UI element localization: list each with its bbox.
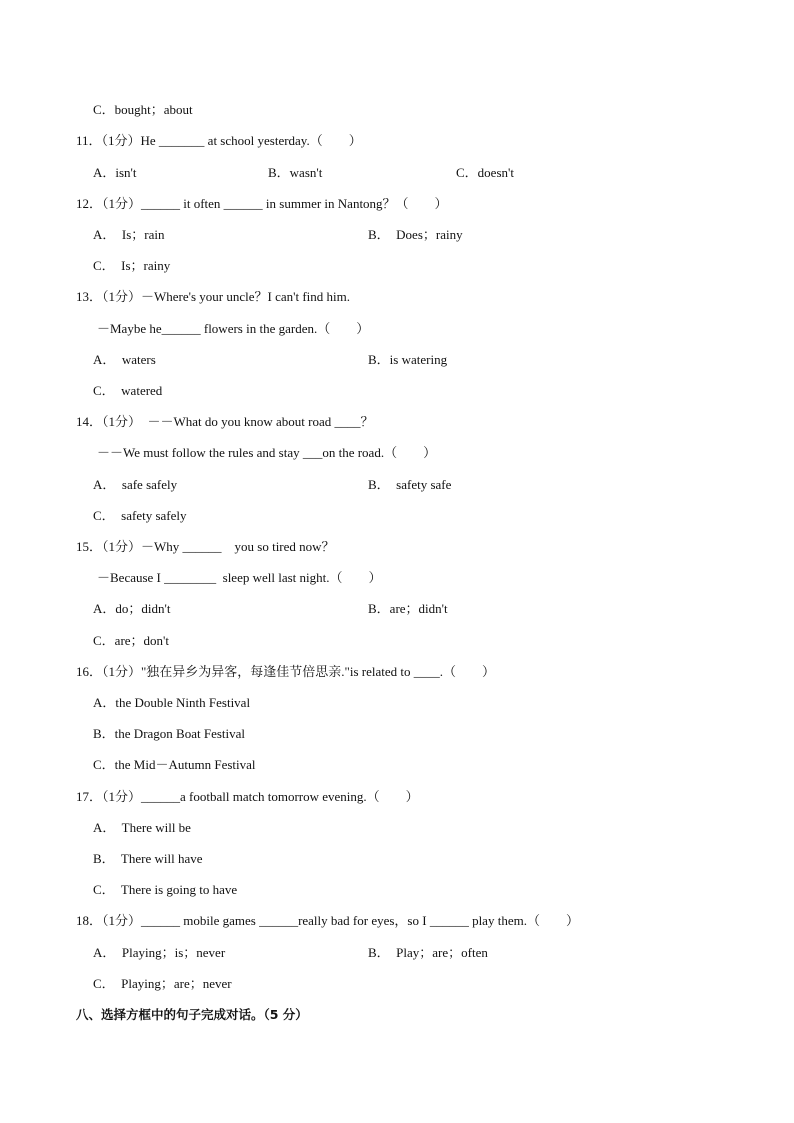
section-8-heading: 八、选择方框中的句子完成对话。（5 分） — [76, 1007, 308, 1022]
q11-option-a: A．isn't — [93, 165, 137, 180]
q11-option-b: B．wasn't — [268, 165, 323, 180]
q12-option-a: A． Is；rain — [93, 227, 165, 242]
q16-option-a: A．the Double Ninth Festival — [93, 695, 251, 710]
q17-stem: 17．（1分）______a football match tomorrow evening.（ ） — [76, 789, 419, 804]
q14-stem: 14．（1分） －－What do you know about road ____？ — [76, 414, 374, 429]
q14-option-a: A． safe safely — [93, 477, 178, 492]
q16-stem: 16．（1分）"独在异乡为异客，每逢佳节倍思亲."is related to ____.（ ） — [76, 664, 496, 679]
q17-option-a: A． There will be — [93, 820, 191, 835]
q18-option-c: C． Playing；are；never — [93, 976, 232, 991]
q15-option-c: C．are；don't — [93, 633, 169, 648]
q15-stem: 15．（1分）－Why ______ you so tired now？ — [76, 539, 335, 554]
q13-stem-reply: －Maybe he______ flowers in the garden.（ ） — [97, 321, 370, 336]
q15-option-b: B．are；didn't — [368, 601, 448, 616]
q13-option-c: C． watered — [93, 383, 163, 398]
q18-option-a: A． Playing；is；never — [93, 945, 226, 960]
q14-option-b: B． safety safe — [368, 477, 452, 492]
q10-option-c: C．bought；about — [93, 102, 193, 117]
q17-option-c: C． There is going to have — [93, 882, 238, 897]
q15-option-a: A．do；didn't — [93, 601, 171, 616]
q12-option-c: C． Is；rainy — [93, 258, 171, 273]
q17-option-b: B． There will have — [93, 851, 203, 866]
q13-option-a: A． waters — [93, 352, 156, 367]
q18-stem: 18．（1分）______ mobile games ______really bad for eyes，so I ______ play them.（ ） — [76, 913, 579, 928]
q12-option-b: B． Does；rainy — [368, 227, 463, 242]
q12-stem: 12．（1分）______ it often ______ in summer in Nantong？（ ） — [76, 196, 448, 211]
q13-option-b: B．is watering — [368, 352, 448, 367]
q11-stem: 11．（1分）He _______ at school yesterday.（ ） — [76, 133, 362, 148]
q18-option-b: B． Play；are；often — [368, 945, 488, 960]
q16-option-b: B．the Dragon Boat Festival — [93, 726, 246, 741]
q14-stem-reply: －－We must follow the rules and stay ___on the road.（ ） — [97, 445, 437, 460]
q14-option-c: C． safety safely — [93, 508, 187, 523]
q11-option-c: C．doesn't — [456, 165, 514, 180]
q15-stem-reply: －Because I ________ sleep well last night.（ ） — [97, 570, 382, 585]
q13-stem: 13．（1分）－Where's your uncle？I can't find him. — [76, 289, 351, 304]
q16-option-c: C．the Mid－Autumn Festival — [93, 757, 256, 772]
